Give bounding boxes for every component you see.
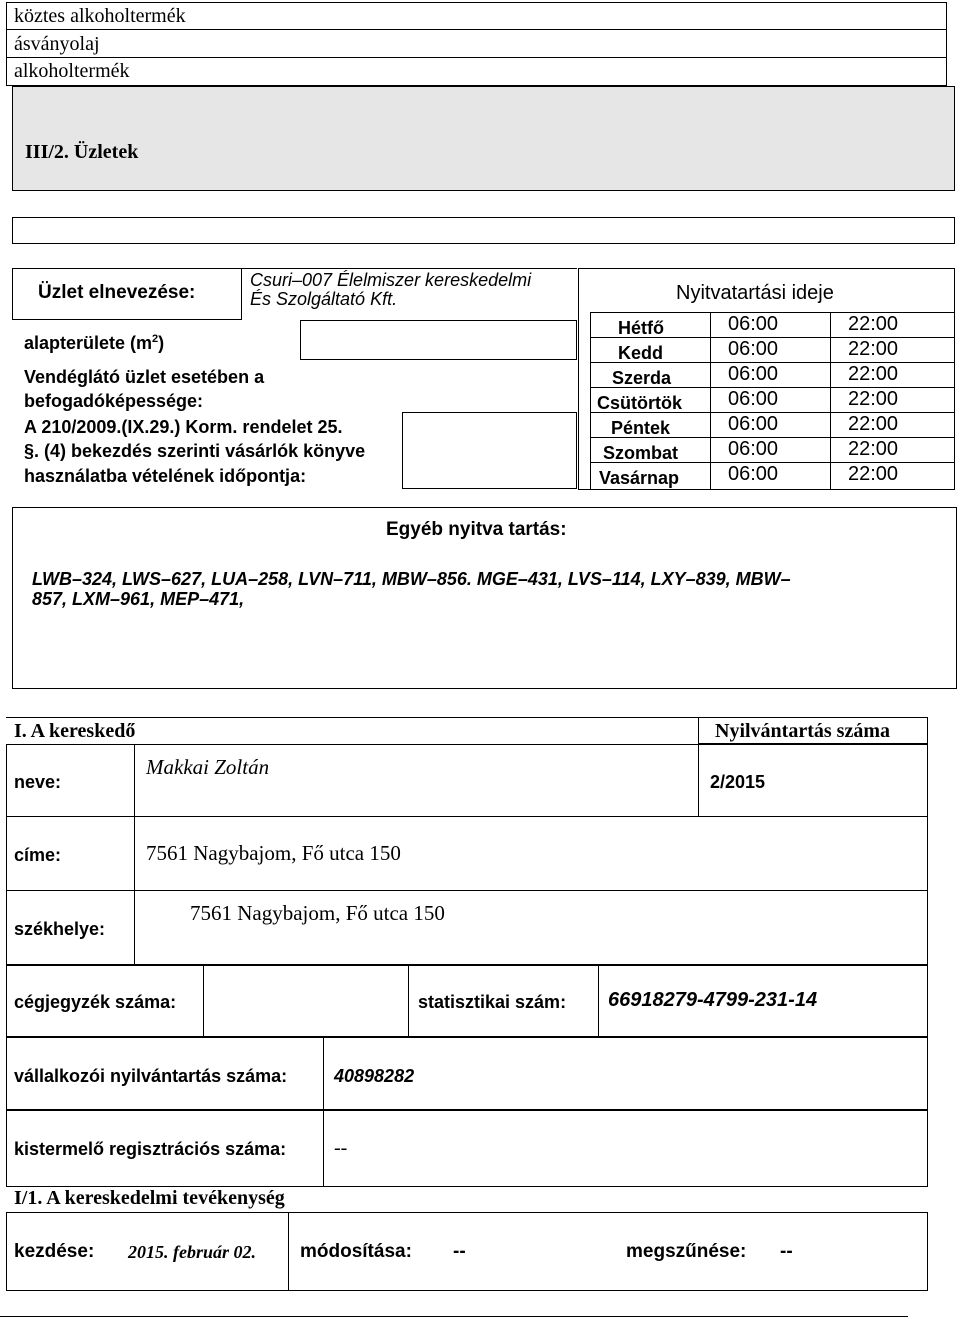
small-producer-value: -- xyxy=(334,1137,348,1159)
divider xyxy=(698,744,699,816)
registry-value: 2/2015 xyxy=(710,772,766,792)
open-time: 06:00 xyxy=(728,413,779,435)
divider xyxy=(323,1110,324,1187)
end-label: megszűnése: xyxy=(626,1241,747,1262)
address-label: címe: xyxy=(14,845,62,865)
name-value: Makkai Zoltán xyxy=(146,755,270,779)
address-value: 7561 Nagybajom, Fő utca 150 xyxy=(146,841,401,865)
other-opening-text: 857, LXM–961, MEP–471, xyxy=(32,589,245,609)
divider xyxy=(6,890,928,891)
area-value-box xyxy=(300,320,577,360)
area-label xyxy=(24,328,164,354)
area-label-sup: 2 xyxy=(152,333,159,345)
product-item: ásványolaj xyxy=(14,33,100,55)
day-label: Péntek xyxy=(611,418,671,438)
divider xyxy=(203,965,204,1037)
divider xyxy=(830,312,831,490)
section-title: III/2. Üzletek xyxy=(25,141,139,163)
divider xyxy=(598,965,599,1037)
register-label: A 210/2009.(IX.29.) Korm. rendelet 25. xyxy=(24,417,343,437)
day-label: Csütörtök xyxy=(597,393,682,413)
open-time: 06:00 xyxy=(728,338,779,360)
empty-bar xyxy=(12,217,955,244)
divider xyxy=(323,1037,324,1110)
area-label-end: ) xyxy=(158,333,165,353)
divider xyxy=(6,57,947,58)
entrepreneur-label: vállalkozói nyilvántartás száma: xyxy=(14,1066,288,1086)
divider xyxy=(590,312,591,490)
other-opening-text: LWB–324, LWS–627, LUA–258, LVN–711, MBW–856. MGE–431, LVS–114, LXY–839, MBW– xyxy=(32,569,791,589)
other-opening-title: Egyéb nyitva tartás: xyxy=(386,519,567,540)
shop-name-value: És Szolgáltató Kft. xyxy=(250,289,398,309)
stat-value: 66918279-4799-231-14 xyxy=(608,989,818,1011)
capacity-value-box xyxy=(402,412,577,489)
product-item: alkoholtermék xyxy=(14,60,130,82)
divider xyxy=(6,816,928,817)
merchant-section-title: I. A kereskedő xyxy=(14,720,136,742)
modification-label: módosítása: xyxy=(300,1241,412,1262)
open-time: 06:00 xyxy=(728,363,779,385)
divider xyxy=(242,268,577,269)
open-time: 06:00 xyxy=(728,313,779,335)
divider xyxy=(134,744,135,965)
stat-label: statisztikai szám: xyxy=(418,992,567,1012)
merchant-details-box xyxy=(6,744,928,965)
entrepreneur-value: 40898282 xyxy=(334,1066,415,1086)
bottom-rule xyxy=(0,1316,908,1317)
start-value: 2015. február 02. xyxy=(128,1242,257,1262)
divider xyxy=(408,965,409,1037)
seat-value: 7561 Nagybajom, Fő utca 150 xyxy=(190,901,445,925)
open-time: 06:00 xyxy=(728,388,779,410)
registry-label: Nyilvántartás száma xyxy=(715,720,890,742)
divider xyxy=(6,29,947,30)
close-time: 22:00 xyxy=(848,338,899,360)
day-label: Hétfő xyxy=(618,318,664,338)
open-time: 06:00 xyxy=(728,438,779,460)
divider xyxy=(710,312,711,490)
area-label-text: alapterülete (m xyxy=(24,333,153,353)
close-time: 22:00 xyxy=(848,438,899,460)
product-item: köztes alkoholtermék xyxy=(14,5,186,27)
day-label: Szerda xyxy=(612,368,672,388)
company-reg-label: cégjegyzék száma: xyxy=(14,992,177,1012)
close-time: 22:00 xyxy=(848,388,899,410)
capacity-label: befogadóképessége: xyxy=(24,391,204,411)
modification-value: -- xyxy=(453,1241,466,1262)
register-label: használatba vételének időpontja: xyxy=(24,466,307,486)
close-time: 22:00 xyxy=(848,463,899,485)
divider xyxy=(6,717,698,718)
day-label: Vasárnap xyxy=(599,468,680,488)
close-time: 22:00 xyxy=(848,413,899,435)
close-time: 22:00 xyxy=(848,313,899,335)
shop-name-label: Üzlet elnevezése: xyxy=(38,282,196,303)
name-label: neve: xyxy=(14,772,62,792)
start-label: kezdése: xyxy=(14,1241,95,1262)
day-label: Szombat xyxy=(603,443,679,463)
shop-name-value: Csuri–007 Élelmiszer kereskedelmi xyxy=(250,270,532,290)
close-time: 22:00 xyxy=(848,363,899,385)
register-label: §. (4) bekezdés szerinti vásárlók könyve xyxy=(24,441,366,461)
section-title-box xyxy=(12,86,955,191)
seat-label: székhelye: xyxy=(14,919,106,939)
activity-section-title: I/1. A kereskedelmi tevékenység xyxy=(14,1187,285,1209)
divider xyxy=(288,1212,289,1291)
end-value: -- xyxy=(780,1241,793,1262)
open-time: 06:00 xyxy=(728,463,779,485)
small-producer-label: kistermelő regisztrációs száma: xyxy=(14,1139,287,1159)
opening-hours-title: Nyitvatartási ideje xyxy=(676,282,834,304)
capacity-label: Vendéglátó üzlet esetében a xyxy=(24,367,265,387)
day-label: Kedd xyxy=(618,343,663,363)
